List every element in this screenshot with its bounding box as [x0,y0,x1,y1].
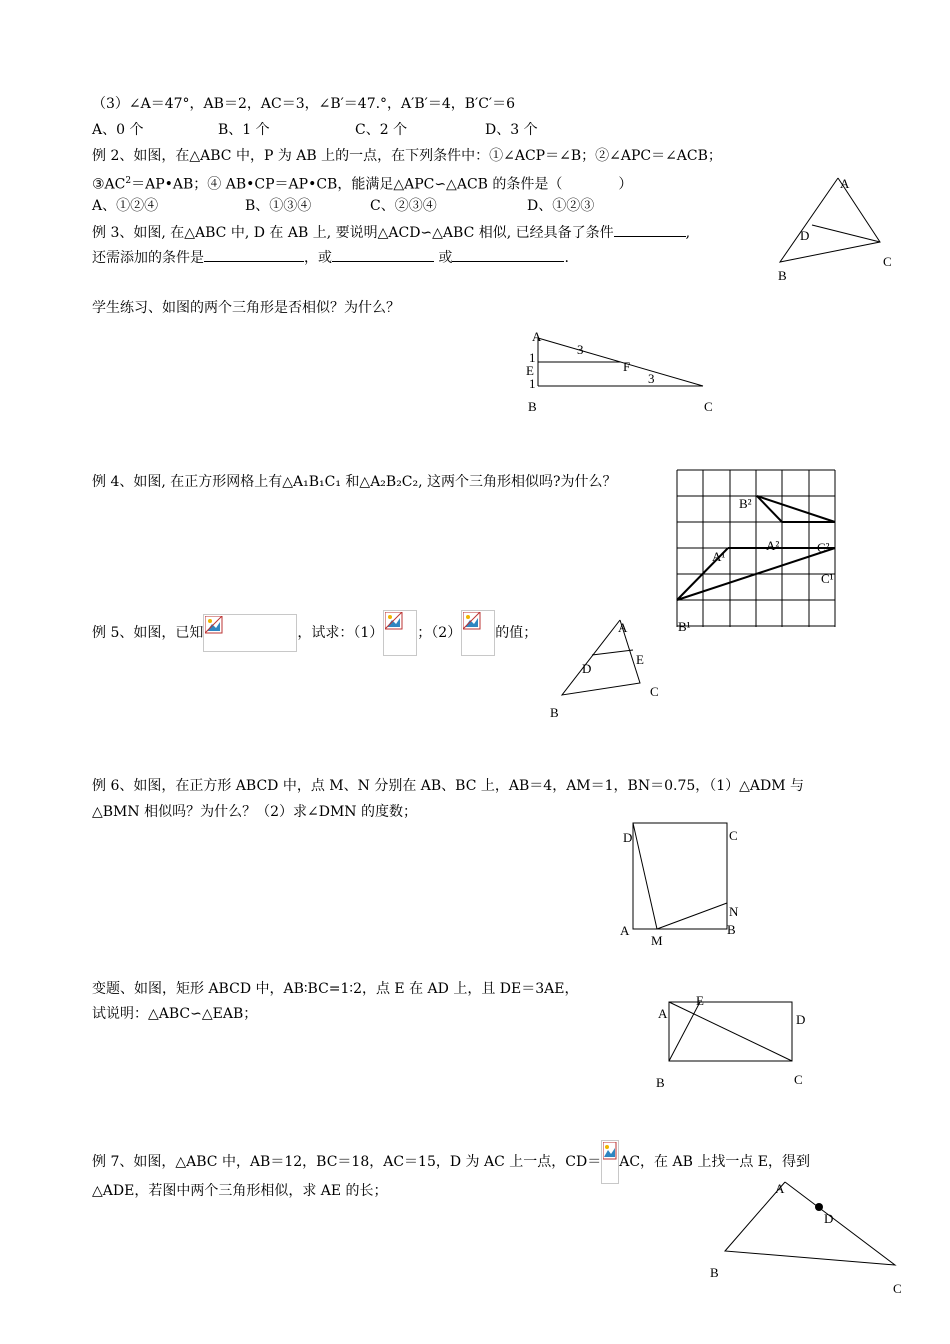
variant-label-a: A [658,1006,668,1021]
figure-ex7-triangle [700,1172,915,1302]
variant-label-e: E [696,993,704,1008]
formula-image-4 [601,1140,619,1184]
ex6-label-b: B [727,922,736,937]
ex7-label-b: B [710,1265,719,1280]
ex3-blank-4[interactable] [452,247,564,262]
ex7-line1: 例 7、如图，△ABC 中，AB＝12，BC＝18，AC＝15，D 为 AC 上一点，CD＝ AC，在 AB 上找一点 E，得到 [92,1140,810,1184]
practice-label-3b: 3 [648,371,655,386]
ex3-label-a: A [840,176,850,191]
formula-image-2 [383,610,417,656]
grid-label-b1: B¹ [678,619,691,634]
q3-option-a: A、0 个 [92,122,144,138]
broken-image-icon [205,616,223,634]
ex7-label-a: A [775,1181,785,1196]
broken-image-icon [463,612,481,630]
grid-label-c1: C¹ [821,571,834,586]
practice-label-f: F [623,359,631,374]
q3-option-b: B、1 个 [218,122,270,138]
q3-option-c: C、2 个 [355,122,408,138]
ex4-line: 例 4、如图, 在正方形网格上有△A₁B₁C₁ 和△A₂B₂C₂, 这两个三角形相似吗?为什么？ [92,474,617,490]
ex2-option-d: D、①②③ [527,198,595,214]
practice-line: 学生练习、如图的两个三角形是否相似？为什么？ [92,300,400,316]
ex5-line: 例 5、如图，已知 ，试求：（1） ；（2） 的值； [92,610,537,656]
figure-ex6-square [615,815,750,950]
variant-label-d: D [796,1012,806,1027]
broken-image-icon [385,612,403,630]
ex6-line1: 例 6、如图，在正方形 ABCD 中，点 M、N 分别在 AB、BC 上，AB＝4，AM＝1，BN＝0.75，（1）△ADM 与 [92,778,805,794]
practice-label-e: E [526,363,534,378]
figure-ex5-triangle [545,615,675,725]
ex5-label-a: A [618,620,628,635]
figure-ex3-triangle [770,170,910,285]
practice-label-b: B [528,399,537,414]
variant-label-c: C [794,1072,803,1087]
figure-variant-rectangle [650,990,820,1090]
ex7-line2: △ADE，若图中两个三角形相似，求 AE 的长； [92,1183,388,1199]
ex6-label-a: A [620,923,630,938]
ex3-label-b: B [778,268,787,283]
q3-line: （3）∠A＝47°，AB＝2，AC＝3，∠B′＝47.°，A′B′＝4，B′C′＝6 [92,96,515,112]
ex7-label-c: C [893,1281,902,1296]
ex5-label-e: E [636,652,644,667]
variant-label-b: B [656,1075,665,1090]
practice-label-a: A [532,329,542,344]
ex7-label-d: D [824,1211,834,1226]
variant-line1: 变题、如图，矩形 ABCD 中，AB∶BC=1∶2，点 E 在 AD 上，且 DE＝3AE， [92,981,579,997]
formula-image-3 [461,610,495,656]
ex2-option-c: C、②③④ [370,198,437,214]
formula-image-1 [203,614,297,652]
ex6-label-d: D [623,830,633,845]
figure-grid [670,465,845,640]
ex6-label-c: C [729,828,738,843]
grid-label-a2: A² [766,538,780,553]
practice-label-c: C [704,399,713,414]
grid-label-c2: C² [817,540,830,555]
ex3-blank-3[interactable] [332,247,434,262]
ex7-point-d [815,1203,823,1211]
ex2-option-b: B、①③④ [245,198,312,214]
ex3-line1: 例 3、如图, 在△ABC 中, D 在 AB 上, 要说明△ACD∽△ABC 相似, 已经具备了条件 , [92,222,690,242]
q3-option-d: D、3 个 [485,122,538,138]
ex6-label-m: M [651,933,663,948]
practice-label-3a: 3 [577,342,584,357]
ex5-label-c: C [650,684,659,699]
ex3-label-c: C [883,254,892,269]
variant-line2: 试说明：△ABC∽△EAB； [92,1006,258,1022]
ex6-label-n: N [729,904,739,919]
practice-label-1a: 1 [529,350,536,365]
ex3-blank-2[interactable] [204,247,304,262]
broken-image-icon [603,1142,617,1160]
ex5-label-b: B [550,705,559,720]
ex2-line2: $③AC^2=AP•AB$；④ AB•CP＝AP•CB，能满足△APC∽△ACB 的条件是（ ） [92,176,633,193]
ex3-blank-1[interactable] [614,222,686,237]
figure-practice-triangle [520,325,730,420]
ex5-label-d: D [582,661,592,676]
practice-label-1b: 1 [529,376,536,391]
grid-label-b2: B² [739,496,752,511]
ex2-line1: 例 2、如图，在△ABC 中，P 为 AB 上的一点，在下列条件中：①∠ACP＝∠B；②∠APC＝∠ACB； [92,148,722,164]
ex6-line2: △BMN 相似吗？为什么？（2）求∠DMN 的度数； [92,804,417,820]
grid-label-a1: A¹ [712,549,726,564]
ex2-option-a: A、①②④ [92,198,159,214]
ex3-line2: 还需添加的条件是 ，或 或 . [92,247,569,267]
ex3-label-d: D [800,228,810,243]
